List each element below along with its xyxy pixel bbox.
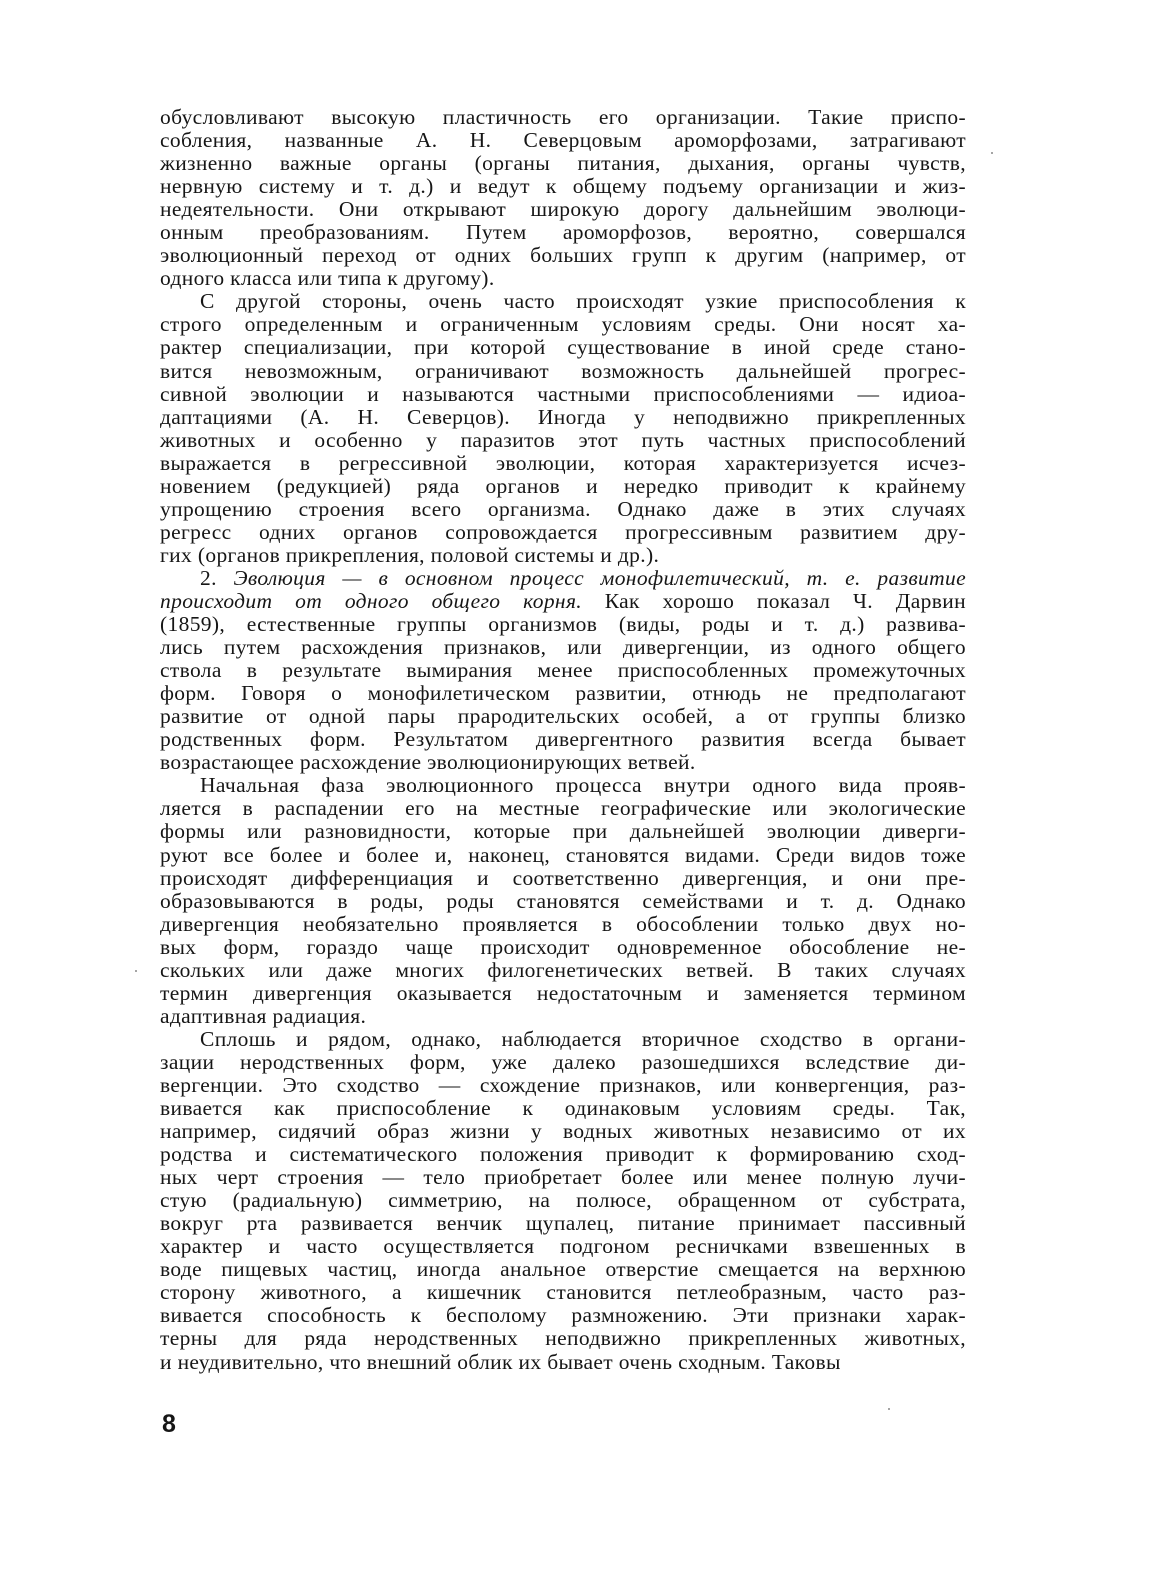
text-line: лись путем расхождения признаков, или дивергенции, из одного общего (160, 635, 966, 660)
text-line: жизненно важные органы (органы питания, дыхания, органы чувств, (160, 151, 966, 176)
text-line: даптациями (А. Н. Северцов). Иногда у неподвижно прикрепленных (160, 404, 966, 429)
scan-speck (991, 152, 993, 154)
text-line: вых форм, гораздо чаще происходит одновременное обособление не- (160, 934, 966, 959)
text-line: термин дивергенция оказывается недостаточным и заменяется термином (160, 980, 966, 1005)
text-line: вивается способность к бесполому размножению. Эти признаки харак- (160, 1303, 966, 1328)
text-line: терны для ряда неродственных неподвижно прикрепленных животных, (160, 1326, 966, 1351)
text-line: эволюционный переход от одних больших групп к другим (например, от (160, 243, 966, 268)
text-line: вокруг рта развивается венчик щупалец, питание принимает пассивный (160, 1211, 966, 1236)
text-line: сивной эволюции и называются частными приспособлениями — идиоа- (160, 381, 966, 406)
text-line: скольких или даже многих филогенетических ветвей. В таких случаях (160, 957, 966, 982)
text-line: вергенции. Это сходство — схождение признаков, или конвергенция, раз- (160, 1072, 966, 1097)
paragraph (160, 106, 966, 290)
text-line: возрастающее расхождение эволюционирующих ветвей. (160, 750, 696, 775)
text-line: родства и систематического положения приводит к формированию сход- (160, 1142, 966, 1167)
text-line: ляется в распадении его на местные географические или экологические (160, 796, 966, 821)
text-line: развитие от одной пары прародительских особей, а от группы близко (160, 704, 966, 729)
text-line: ных черт строения — тело приобретает более или менее полную лучи- (160, 1165, 966, 1190)
text-line: воде пищевых частиц, иногда анальное отверстие смещается на верхнюю (160, 1257, 966, 1282)
text-line: животных и особенно у паразитов этот путь частных приспособлений (160, 427, 966, 452)
text-line: упрощению строения всего организма. Однако даже в этих случаях (160, 496, 966, 521)
text-line: онным преобразованиям. Путем ароморфозов, вероятно, совершался (160, 220, 966, 245)
text-line: строго определенным и ограниченным условиям среды. Они носят ха- (160, 312, 966, 337)
text-line: родственных форм. Результатом дивергентного развития всегда бывает (160, 727, 966, 752)
paragraph (160, 567, 966, 774)
text-line: собления, названные А. Н. Северцовым ароморфозами, затрагивают (160, 128, 966, 153)
text-line: адаптивная радиация. (160, 1003, 367, 1028)
paragraph (160, 774, 966, 1028)
text-line: (1859), естественные группы организмов (виды, роды и т. д.) развива- (160, 612, 966, 637)
paragraph (160, 290, 966, 567)
text-line: рактер специализации, при которой существование в иной среде стано- (160, 335, 966, 360)
text-line: например, сидячий образ жизни у водных животных независимо от их (160, 1119, 966, 1144)
page-number: 8 (162, 1410, 176, 1438)
text-line: Начальная фаза эволюционного процесса внутри одного вида прояв- (200, 773, 966, 798)
text-line: Сплошь и рядом, однако, наблюдается вторичное сходство в органи- (200, 1026, 966, 1051)
text-line: выражается в регрессивной эволюции, которая характеризуется исчез- (160, 450, 966, 475)
text-line: нервную систему и т. д.) и ведут к общему подъему организации и жиз- (160, 174, 966, 199)
text-line: происходит от одного общего корня. Как хорошо показал Ч. Дарвин (160, 588, 966, 613)
text-line: одного класса или типа к другому). (160, 266, 495, 291)
text-line: дивергенция необязательно проявляется в обособлении только двух но- (160, 911, 966, 936)
text-line: вится невозможным, ограничивают возможность дальнейшей прогрес- (160, 358, 966, 383)
text-line: 2. Эволюция — в основном процесс монофилетический, т. е. развитие (200, 565, 966, 590)
scan-speck (135, 970, 137, 972)
text-line: недеятельности. Они открывают широкую дорогу дальнейшим эволюци- (160, 197, 966, 222)
text-line: ствола в результате вымирания менее приспособленных промежуточных (160, 658, 966, 683)
paragraph (160, 1028, 966, 1374)
text-line: гих (органов прикрепления, половой системы и др.). (160, 542, 660, 567)
text-line: обусловливают высокую пластичность его организации. Такие приспо- (160, 105, 966, 129)
text-line: руют все более и более и, наконец, становятся видами. Среди видов тоже (160, 842, 966, 867)
text-line: характер и часто осуществляется подгоном ресничками взвешенных в (160, 1234, 966, 1259)
text-line: и неудивительно, что внешний облик их бывает очень сходным. Таковы (160, 1349, 841, 1374)
text-line: происходят дифференциация и соответственно дивергенция, и они пре- (160, 865, 966, 890)
text-line: регресс одних органов сопровождается прогрессивным развитием дру- (160, 519, 966, 544)
text-column (160, 106, 966, 1374)
text-line: формы или разновидности, которые при дальнейшей эволюции диверги- (160, 819, 966, 844)
text-line: образовываются в роды, роды становятся семействами и т. д. Однако (160, 888, 966, 913)
text-line: С другой стороны, очень часто происходят узкие приспособления к (200, 289, 966, 314)
text-line: сторону животного, а кишечник становится петлеобразным, часто раз- (160, 1280, 966, 1305)
text-line: новением (редукцией) ряда органов и нередко приводит к крайнему (160, 473, 966, 498)
text-line: вивается как приспособление к одинаковым условиям среды. Так, (160, 1096, 966, 1121)
text-line: зации неродственных форм, уже далеко разошедшихся вследствие ди- (160, 1049, 966, 1074)
scan-speck (888, 1408, 890, 1410)
text-line: форм. Говоря о монофилетическом развитии, отнюдь не предполагают (160, 681, 966, 706)
text-line: стую (радиальную) симметрию, на полюсе, обращенном от субстрата, (160, 1188, 966, 1213)
